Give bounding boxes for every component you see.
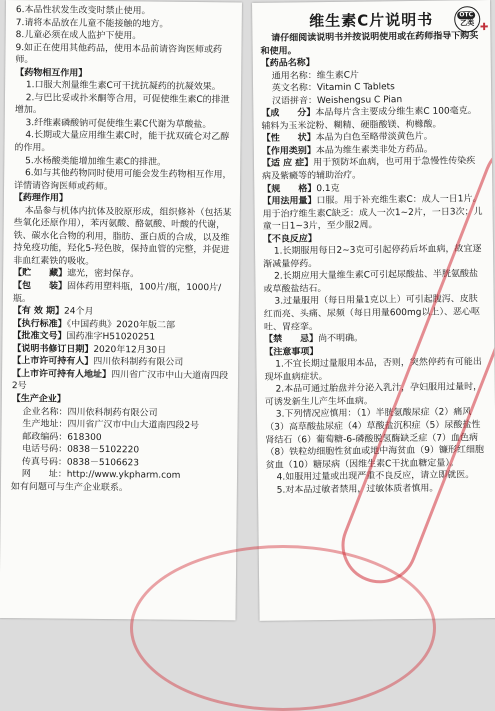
interaction-item: 6.如与其他药物同时使用可能会发生药物相互作用，详情请咨询医师或药师。 xyxy=(14,168,232,192)
manufacturer-line: 网 址：http://www.ykpharm.com xyxy=(21,469,181,482)
field-dosage xyxy=(262,193,483,233)
otc-class: 乙类 xyxy=(460,19,475,28)
field-value: 国药准字H51020251 xyxy=(66,331,156,343)
field-label: 【性 状】 xyxy=(261,133,316,145)
caution-heading: 【注意事项】 xyxy=(264,346,319,358)
caution-item: 5.对本品过敏者禁用，过敏体质者慎用。 xyxy=(276,483,439,496)
pharmacology-text: 本品参与机体内抗体及胶原形成，组织修补（包括某些氧化还原作用），苯丙氨酸、酪氨酸、叶酸的代谢，铁、碳水化合物的利用，脂肪、蛋白质的合成，以及维持免疫功能，羟化5-羟色胺，保持血管的完整，并促进非血红素铁的吸收。 xyxy=(13,205,232,267)
field-value: 0.1克 xyxy=(316,183,340,194)
corner-mark-icon: ✚ xyxy=(479,22,489,34)
caution-item: 4.如服用过量或出现严重不良反应，请立即就医。 xyxy=(276,470,475,483)
otc-label: OTC xyxy=(457,11,475,19)
field-value: 用于预防坏血病，也可用于急慢性传染疾病及紫癜等的辅助治疗。 xyxy=(262,156,476,182)
adverse-item: 3.过量服用（每日用量1克以上）可引起腹泻、皮肤红而亮、头痛、尿频（每日用量600mg以上）、恶心呕吐、胃痉挛。 xyxy=(263,294,481,333)
adverse-item: 2.长期应用大量维生素C可引起尿酸盐、半胱氨酸盐或草酸盐结石。 xyxy=(263,269,479,295)
manufacturer-line: 传真号码：0838－5106623 xyxy=(21,456,140,469)
left-line: 9.如正在使用其他药品，使用本品前请咨询医师或药师。 xyxy=(15,42,223,66)
field-label: 【成 分】 xyxy=(261,108,316,120)
manufacturer-line: 如有问题可与生产企业联系。 xyxy=(10,481,128,494)
interaction-item: 5.水杨酸类能增加维生素C的排泄。 xyxy=(25,155,167,168)
manufacturer-line: 生产地址：四川省广汉市中山大道南四段2号 xyxy=(22,419,200,432)
field-value: 四川省广汉市中山大道南四段2号 xyxy=(11,369,229,392)
field-label: 【用法用量】 xyxy=(262,196,317,207)
field-label: 【包 装】 xyxy=(12,281,68,292)
field-label: 【上市许可持有人】 xyxy=(12,356,94,368)
name-line: 通用名称：维生素C片 xyxy=(271,70,360,82)
left-page-content xyxy=(11,4,234,496)
field-value: 口服。用于补充维生素C：成人一日1片。用于治疗维生素C缺乏：成人一次1~2片，一日3次；儿童一日1~3片，至少服2周。 xyxy=(262,194,483,232)
field-value: 本品每片含主要成分维生素C 100毫克。辅料为玉米淀粉、糊精、硬脂酸镁、枸橼酸。 xyxy=(261,106,477,132)
adverse-heading: 【不良反应】 xyxy=(262,233,317,245)
field-value: 《中国药典》2020年版二部 xyxy=(66,319,176,331)
manufacturer-line: 电话号码：0838－5102220 xyxy=(22,444,140,456)
pharmacology-heading: 【药理作用】 xyxy=(13,193,68,204)
field-label: 【有 效 期】 xyxy=(12,306,65,317)
document-title: 维生素C片说明书 xyxy=(309,10,434,31)
field-label: 【说明书修订日期】 xyxy=(12,343,94,355)
name-line: 英文名称：Vitamin C Tablets xyxy=(271,82,395,94)
field-label: 【禁 忌】 xyxy=(264,334,319,345)
right-page xyxy=(252,0,495,621)
caution-item: 3.下列情况应慎用：（1）半胱氨酸尿症（2）痛风（3）高草酸盐尿症（4）草酸盐沉积症（5）尿酸盐性肾结石（6）葡萄糖-6-磷酸脱氢酶缺乏症（7）血色病（8）铁粒幼细胞性贫血或地中海贫血（9）镰形红细胞贫血（10）糖尿病（因维生素C干扰血糖定量）。 xyxy=(265,407,485,471)
left-line: 8.儿童必须在成人监护下使用。 xyxy=(15,30,142,42)
left-line: 7.请将本品放在儿童不能接触的地方。 xyxy=(15,17,169,30)
red-seal-stamp-bottom xyxy=(130,545,436,711)
left-field-list xyxy=(12,268,231,396)
name-heading: 【药品名称】 xyxy=(260,58,315,69)
interactions-heading: 【药物相互作用】 xyxy=(15,67,88,79)
caution-item: 2.本品可通过胎盘并分泌入乳汁，孕妇服用过量时，可诱发新生儿产生坏血病。 xyxy=(264,382,483,408)
field-ingredients xyxy=(261,105,482,133)
manufacturer-line: 邮政编码：618300 xyxy=(22,431,102,443)
interaction-item: 3.纤维素磷酸钠可促使维生素C代谢为草酸盐。 xyxy=(25,118,212,131)
field-value: 本品为维生素类非处方药品。 xyxy=(315,144,433,157)
field-package xyxy=(13,280,231,307)
interaction-item: 1.口服大剂量维生素C可干扰抗凝药的抗凝效果。 xyxy=(25,80,221,93)
left-page xyxy=(0,0,242,620)
left-line: 6.本品性状发生改变时禁止使用。 xyxy=(15,5,151,17)
manufacturer-heading: 【生产企业】 xyxy=(11,394,66,405)
field-label: 【规 格】 xyxy=(262,183,317,195)
interaction-item: 4.长期或大量应用维生素C时，能干扰双硫仑对乙醇的作用。 xyxy=(14,130,230,154)
field-value: 遮光，密封保存。 xyxy=(67,269,140,280)
field-value: 本品为白色至略带淡黄色片。 xyxy=(315,132,433,144)
caution-item: 1.不宜长期过量服用本品，否则，突然停药有可能出现坏血病症状。 xyxy=(264,357,482,383)
field-value: 2020年12月30日 xyxy=(93,344,167,356)
field-value: 尚不明确。 xyxy=(318,333,364,345)
field-indications xyxy=(262,156,483,184)
field-value: 固体药用塑料瓶，100片/瓶，1000片/瓶。 xyxy=(12,281,222,304)
manufacturer-line: 企业名称：四川依科制药有限公司 xyxy=(22,406,158,419)
field-label: 【上市许可持有人地址】 xyxy=(12,368,112,380)
field-label: 【执行标准】 xyxy=(12,318,67,330)
interaction-item: 2.与巴比妥或扑米酮等合用，可促使维生素C的排泄增加。 xyxy=(14,93,230,116)
field-label: 【贮 藏】 xyxy=(13,268,68,280)
field-label: 【作用类别】 xyxy=(261,146,316,157)
intro-text: 请仔细阅读说明书并按说明使用或在药师指导下购买和使用。 xyxy=(260,31,479,57)
field-holder-address xyxy=(12,368,230,395)
field-label: 【批准文号】 xyxy=(12,331,67,342)
field-value: 24个月 xyxy=(63,306,94,318)
name-line: 汉语拼音：Weishengsu C Pian xyxy=(271,94,403,107)
field-value: 四川依科制药有限公司 xyxy=(93,357,184,369)
field-label: 【适 应 症】 xyxy=(261,158,314,170)
adverse-item: 1.长期服用每日2~3克可引起停药后坏血病，故宜逐渐减量停药。 xyxy=(263,244,482,270)
